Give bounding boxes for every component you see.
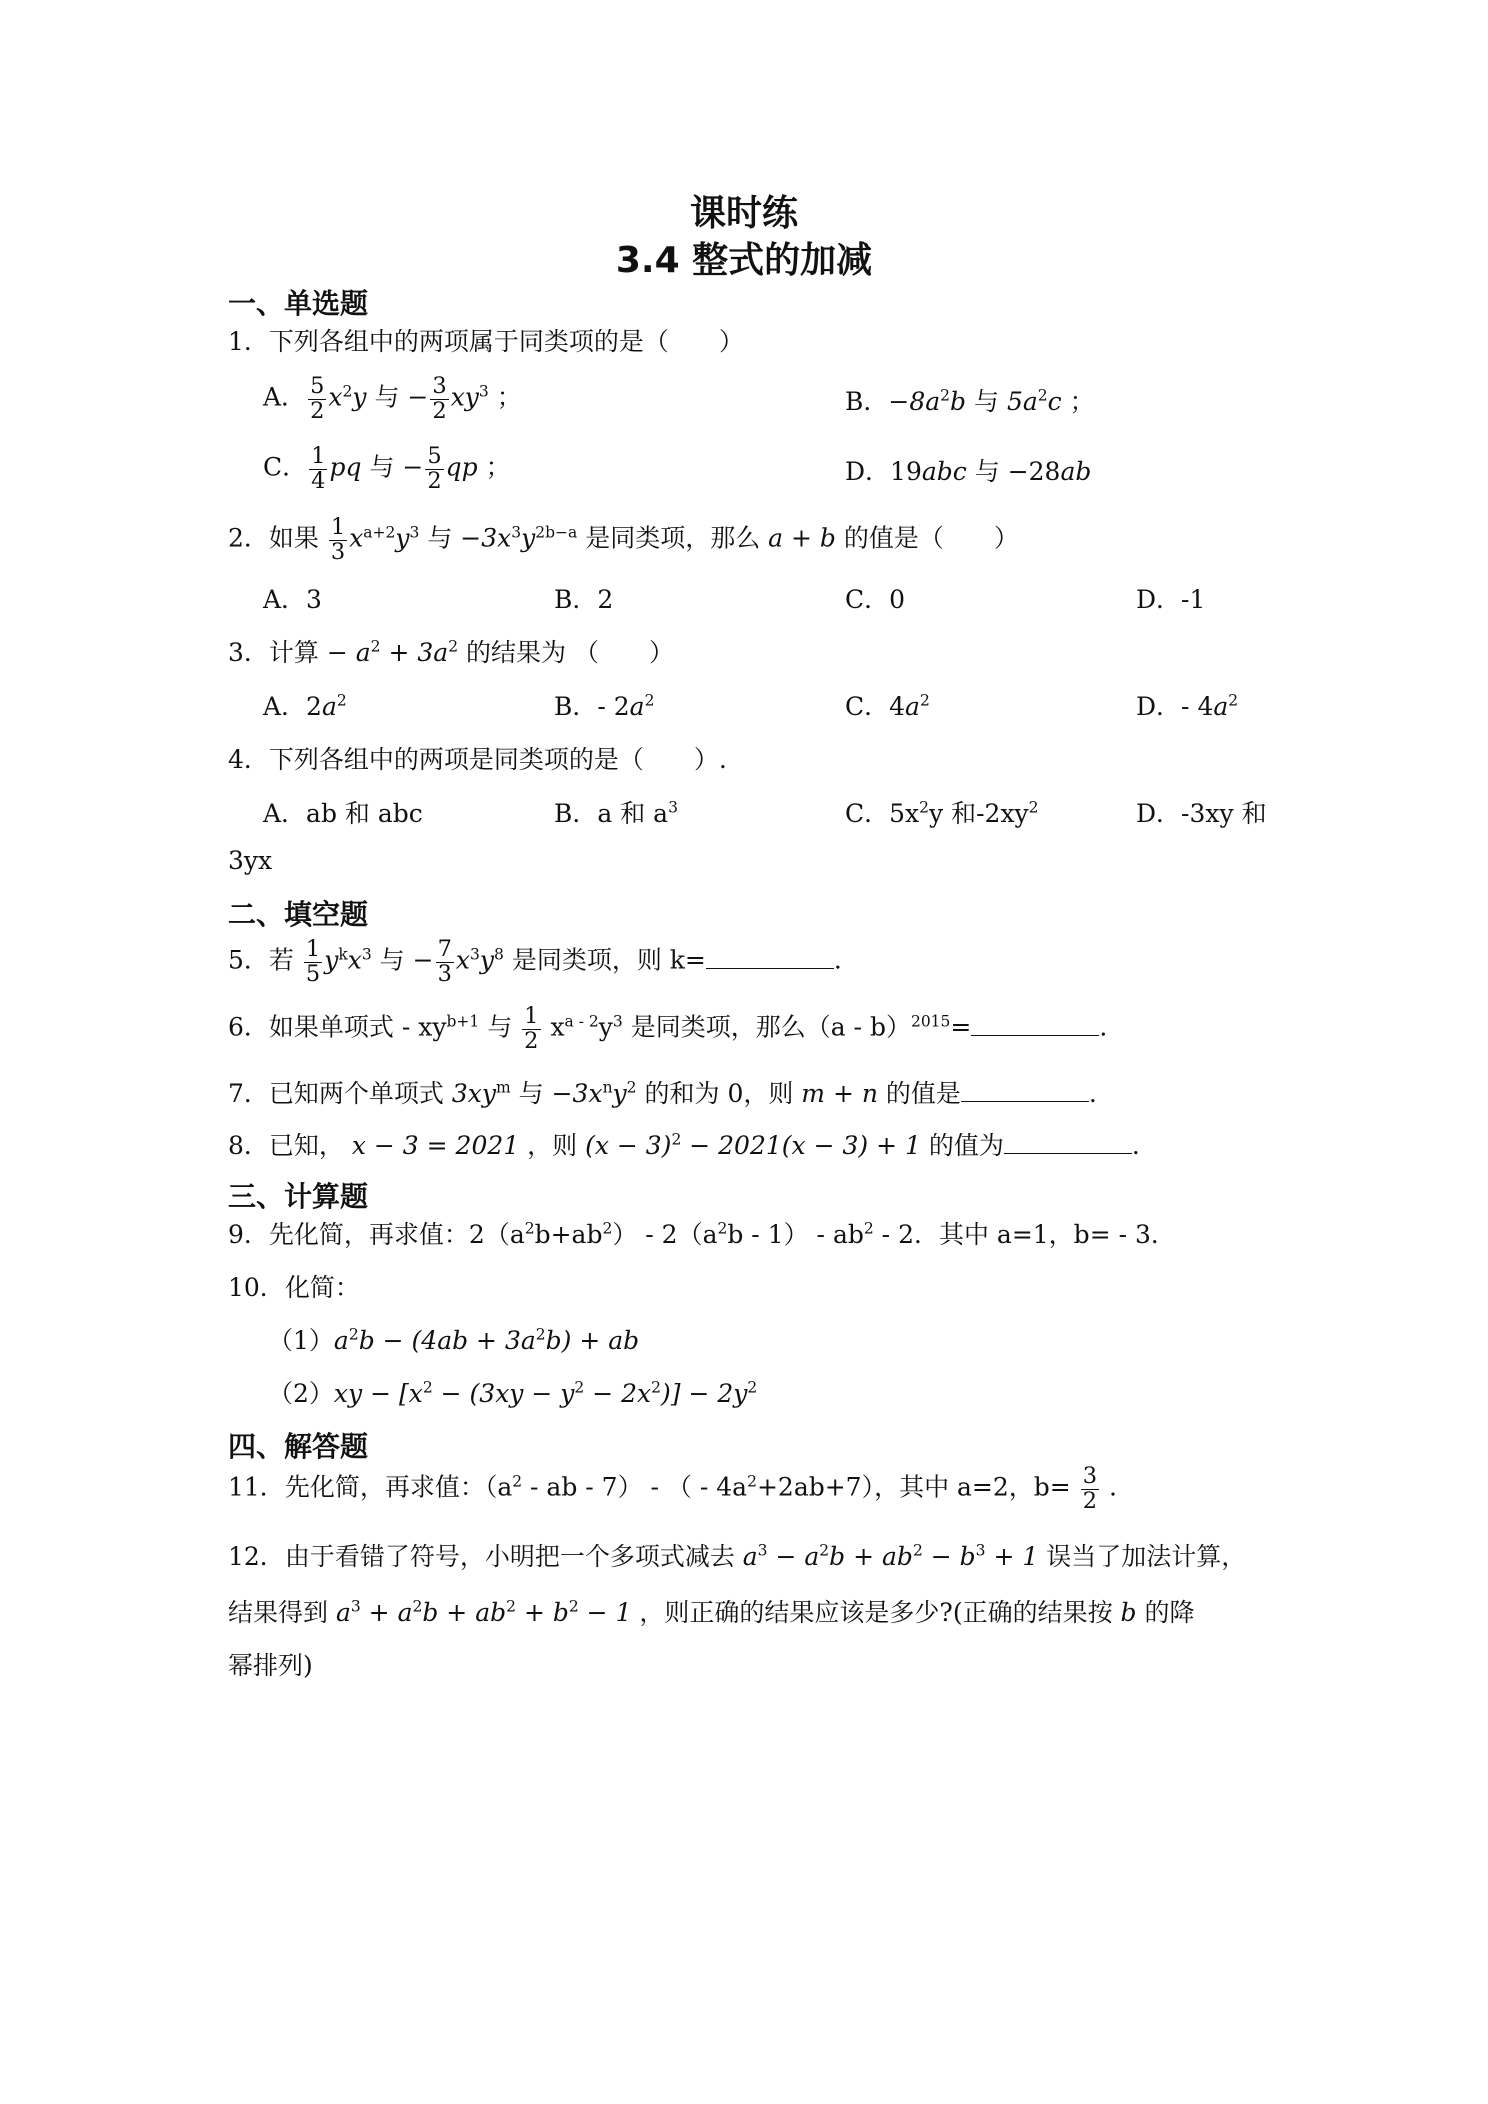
q3-option-c[interactable]: C．$4a^2$ xyxy=(845,691,930,721)
q4-option-d[interactable]: D．-3xy 和 xyxy=(1136,799,1267,828)
question-number: 7． xyxy=(228,1079,269,1108)
question-9: 9．先化简，再求值：$2(a^2b+ab^2) - 2(a^2b - 1) - ab^2 - 2$．其中 a=1，b= - 3． xyxy=(228,1219,1176,1249)
answer-blank[interactable] xyxy=(706,941,834,968)
q2-option-c[interactable]: C．0 xyxy=(845,585,906,614)
answer-blank[interactable] xyxy=(971,1008,1099,1035)
q3-option-d[interactable]: D．- $4a^2$ xyxy=(1136,691,1239,721)
q1-option-c[interactable]: C． $\frac{1}{4}$ pq 与 − $\frac{5}{2}$ qp ； xyxy=(263,443,511,494)
q1-option-b[interactable]: B．$-8a^2b$ 与 $5a^2c$ ； xyxy=(845,386,1095,416)
question-12-line-3: 幂排列) xyxy=(228,1651,313,1680)
section-heading-single-choice: 一、单选题 xyxy=(228,287,369,320)
question-number: 2． xyxy=(228,523,269,553)
question-4 xyxy=(228,740,727,776)
question-2: 2．如果 $\frac{1}{3}$ $x^{a+2}y^3$ 与 $-3x^3y^{2b-a}$ 是同类项，那么 a + b 的值是（ ） xyxy=(228,514,1019,565)
fraction: $\frac{7}{3}$ xyxy=(437,936,452,987)
section-heading-answer: 四、解答题 xyxy=(228,1430,369,1463)
q2-option-b[interactable]: B．2 xyxy=(554,585,614,614)
fraction: $\frac{1}{4}$ xyxy=(311,443,326,494)
q10-subquestion-2: $(2)xy - [x^2 - (3xy - y^2 - 2x^2)] - 2y^2$ xyxy=(268,1378,758,1408)
fraction: $\frac{3}{2}$ xyxy=(432,373,447,424)
question-12-line-1: 12．由于看错了符号，小明把一个多项式减去 $a^3 - a^2b + ab^2 - b^3 + 1$ 误当了加法计算， xyxy=(228,1541,1247,1571)
option-label: A． xyxy=(263,382,307,412)
question-8: 8．已知， x − 3 = 2021 ，则 $(x - 3)^2 - 2021(x - 3) + 1$ 的值为 . xyxy=(228,1126,1140,1162)
question-number: 10． xyxy=(228,1273,285,1302)
q3-option-a[interactable]: A．$2a^2$ xyxy=(263,691,347,721)
option-label: D． xyxy=(845,457,891,486)
fraction: $\frac{1}{3}$ xyxy=(330,514,346,565)
fraction: $\frac{5}{2}$ xyxy=(427,443,442,494)
question-5: 5．若 $\frac{1}{5}$ $y^kx^3$ 与 − $\frac{7}{3}$ $x^3y^8$ 是同类项，则 k= . xyxy=(228,936,842,987)
q1-option-d[interactable]: D．19abc 与 −28ab xyxy=(845,457,1092,486)
q2-option-a[interactable]: A．3 xyxy=(263,585,322,614)
q4-option-d-wrap: 3yx xyxy=(228,846,273,875)
question-number: 1． xyxy=(228,327,269,356)
question-11: 11．先化简，再求值：（$a^2$ - ab - 7） - （ - $4a^2+2ab+7$），其中 a=2，b= $\frac{3}{2}$ . xyxy=(228,1463,1117,1514)
question-number: 3． xyxy=(228,638,269,667)
fraction: $\frac{1}{5}$ xyxy=(305,936,321,987)
section-heading-calculation: 三、计算题 xyxy=(228,1180,369,1213)
fraction: $\frac{3}{2}$ xyxy=(1082,1463,1098,1514)
fraction: $\frac{1}{2}$ xyxy=(524,1003,539,1054)
q4-option-c[interactable]: C．$5x^2y$ 和$-2xy^2$ xyxy=(845,798,1039,828)
q3-option-b[interactable]: B．- $2a^2$ xyxy=(554,691,655,721)
q2-option-d[interactable]: D．-1 xyxy=(1136,585,1206,614)
question-number: 4． xyxy=(228,745,269,774)
page-subtitle: 3.4 整式的加减 xyxy=(615,240,873,281)
question-number: 6． xyxy=(228,1012,269,1042)
question-number: 12． xyxy=(228,1542,285,1571)
question-7: 7．已知两个单项式 $3xy^m$ 与 $-3x^ny^2$ 的和为 0，则 m + n 的值是 . xyxy=(228,1074,1097,1110)
q4-option-b[interactable]: B．a 和 $a^3$ xyxy=(554,798,678,828)
answer-blank[interactable] xyxy=(961,1075,1089,1102)
question-number: 8． xyxy=(228,1131,269,1160)
question-stem: 下列各组中的两项属于同类项的是（ ） xyxy=(268,327,744,356)
question-number: 9． xyxy=(228,1220,269,1249)
q10-subquestion-1: $(1)a^2b - (4ab + 3a^2b)$ + ab xyxy=(268,1325,640,1355)
question-number: 11． xyxy=(228,1472,285,1502)
question-10 xyxy=(228,1268,360,1304)
option-label: C． xyxy=(263,452,308,482)
question-stem: 化简： xyxy=(284,1273,360,1302)
question-6: 6．如果单项式 - $xy^{b+1}$ 与 $\frac{1}{2}$ $x^{a - 2}y^3$ 是同类项，那么（a - b）$^{2015}$= . xyxy=(228,1003,1108,1054)
section-heading-fill-blank: 二、填空题 xyxy=(228,898,369,931)
answer-blank[interactable] xyxy=(1004,1127,1132,1154)
question-stem: 下列各组中的两项是同类项的是（ ）. xyxy=(268,745,727,774)
question-3: 3．计算 − $a^2 + 3a^2$ 的结果为 （ ） xyxy=(228,637,674,667)
question-1 xyxy=(228,322,744,358)
fraction: $\frac{5}{2}$ xyxy=(310,373,325,424)
q4-option-a[interactable]: A．ab 和 abc xyxy=(263,799,423,828)
question-number: 5． xyxy=(228,945,269,975)
q1-option-a[interactable]: A． $\frac{5}{2}$ $x^2y$ 与 − $\frac{3}{2}$ $xy^3$ ； xyxy=(263,373,522,424)
option-label: B． xyxy=(845,387,889,416)
question-12-line-2: 结果得到 $a^3 + a^2b + ab^2 + b^2 - 1$ ，则正确的结果应该是多少?(正确的结果按 b 的降 xyxy=(228,1597,1195,1627)
page-title: 课时练 xyxy=(689,193,798,234)
